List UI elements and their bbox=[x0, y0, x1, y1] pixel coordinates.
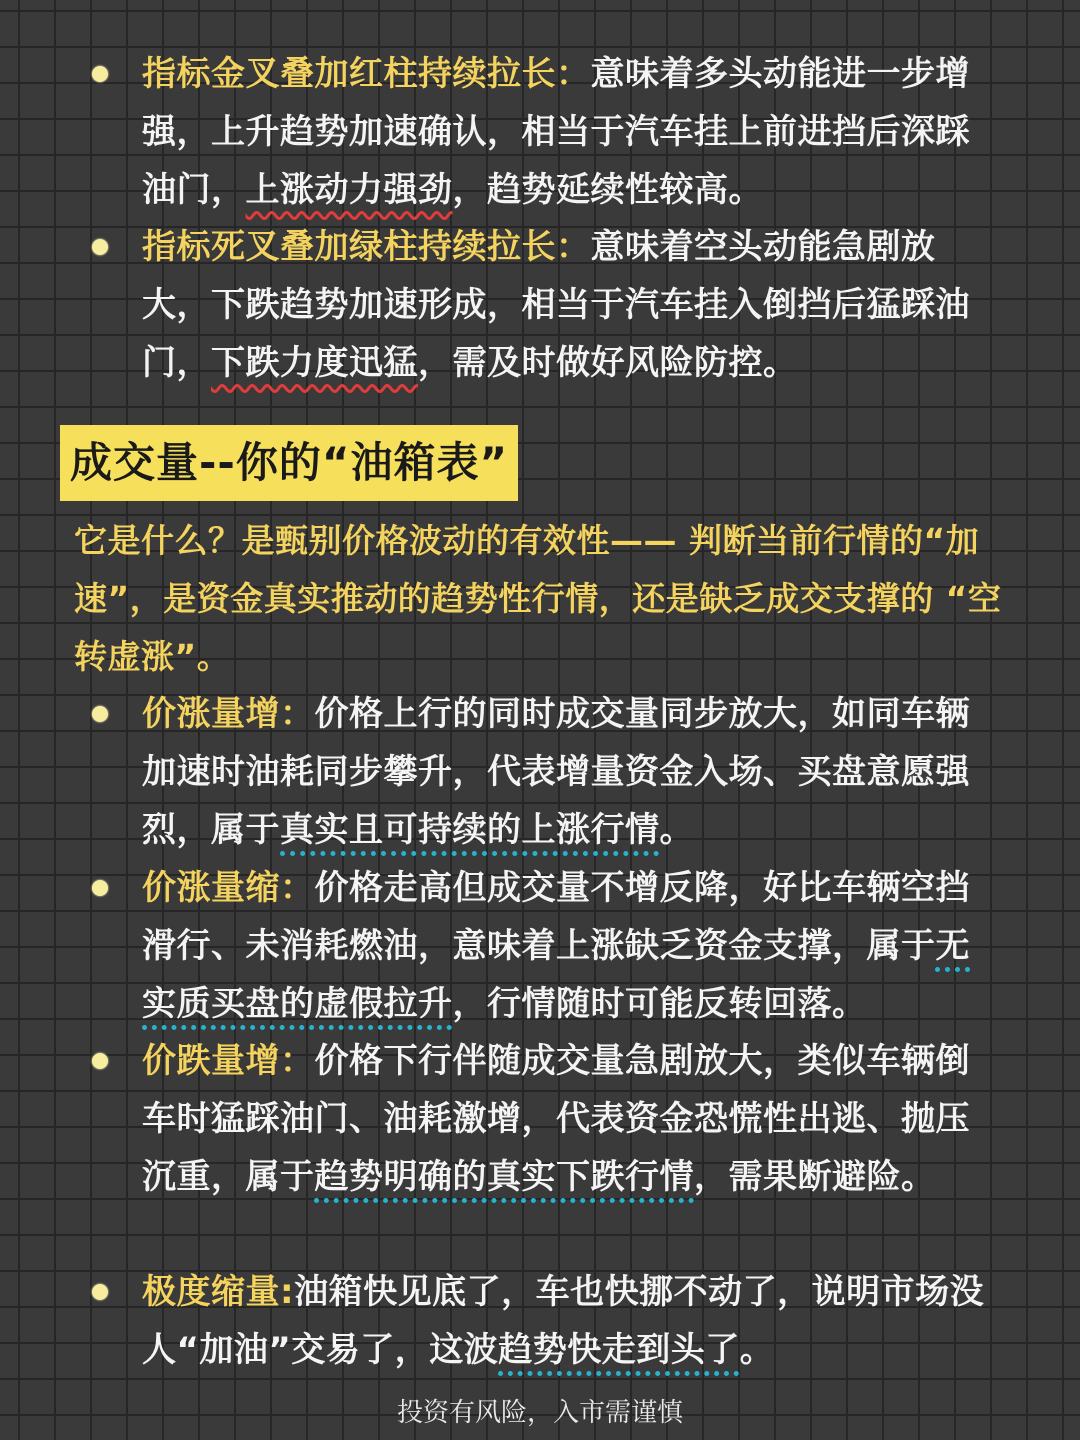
bullet-text: 意味着空头动能急剧放大，下跌趋势加速形成，相当于汽车挂入倒挡后猛踩油门， bbox=[142, 227, 970, 383]
bullet-dot-icon bbox=[92, 880, 108, 896]
bullet-keyword: 极度缩量: bbox=[142, 1272, 295, 1312]
bullet-text: 价格下行伴随成交量急剧放大，类似车辆倒车时猛踩油门、油耗激增，代表资金恐慌性出逃、抛压沉重，属于 bbox=[142, 1041, 970, 1197]
bullet-dot-icon bbox=[92, 1284, 108, 1300]
bullet-text: 价格走高但成交量不增反降，好比车辆空挡滑行、未消耗燃油，意味着上涨缺乏资金支撑，属于 bbox=[142, 868, 970, 966]
highlighted-phrase: 无实质买盘的虚假拉升 bbox=[142, 926, 970, 1024]
section-intro: 它是什么？是甄别价格波动的有效性—— 判断当前行情的“加速”，是资金真实推动的趋势性行情，还是缺乏成交支撑的 “空转虚涨”。 bbox=[74, 521, 1002, 676]
bullet-text: 意味着多头动能进一步增强，上升趋势加速确认，相当于汽车挂上前进挡后深踩油门， bbox=[142, 54, 970, 210]
bullet-text-end: 。 bbox=[659, 810, 694, 850]
bullet-price-up-volume-down bbox=[142, 859, 1004, 1033]
highlighted-phrase: 上涨动力强劲 bbox=[245, 170, 453, 210]
bullet-extreme-low-volume bbox=[142, 1263, 1004, 1379]
risk-disclaimer: 投资有风险，入市需谨慎 bbox=[396, 1398, 683, 1428]
bullet-dot-icon bbox=[92, 706, 108, 722]
bullet-keyword: 指标死叉叠加绿柱持续拉长： bbox=[142, 227, 591, 267]
bullet-text-end: ，需及时做好风险防控。 bbox=[418, 343, 798, 383]
highlighted-phrase: 下跌力度迅猛 bbox=[211, 343, 418, 383]
bullet-text-end: 。 bbox=[739, 1330, 775, 1370]
bullet-text-end: ，趋势延续性较高。 bbox=[452, 170, 763, 210]
section-title: 成交量--你的“油箱表” bbox=[60, 425, 518, 501]
bullet-keyword: 指标金叉叠加红柱持续拉长： bbox=[142, 54, 591, 94]
bullet-dot-icon bbox=[92, 1053, 108, 1069]
bullet-keyword: 价涨量缩： bbox=[142, 868, 315, 908]
bullet-price-down-volume-up bbox=[142, 1032, 1004, 1206]
bullet-keyword: 价跌量增： bbox=[142, 1041, 315, 1081]
bullet-death-cross bbox=[142, 218, 1004, 392]
bullet-text-end: ，需果断避险。 bbox=[694, 1157, 936, 1197]
highlighted-phrase: 趋势明确的真实下跌行情 bbox=[314, 1157, 694, 1197]
bullet-dot-icon bbox=[92, 66, 108, 82]
bullet-dot-icon bbox=[92, 239, 108, 255]
bullet-text: 价格上行的同时成交量同步放大，如同车辆加速时油耗同步攀升，代表增量资金入场、买盘意愿强烈，属于 bbox=[142, 694, 970, 850]
bullet-price-up-volume-up bbox=[142, 685, 1004, 859]
bullet-text: 油箱快见底了，车也快挪不动了，说明市场没人“加油”交易了，这波 bbox=[142, 1272, 985, 1370]
bullet-text-end: ，行情随时可能反转回落。 bbox=[452, 984, 867, 1024]
bullet-keyword: 价涨量增： bbox=[142, 694, 315, 734]
bullet-golden-cross bbox=[142, 45, 1004, 219]
highlighted-phrase: 真实且可持续的上涨行情 bbox=[280, 810, 660, 850]
highlighted-phrase: 趋势快走到头了 bbox=[498, 1330, 740, 1370]
